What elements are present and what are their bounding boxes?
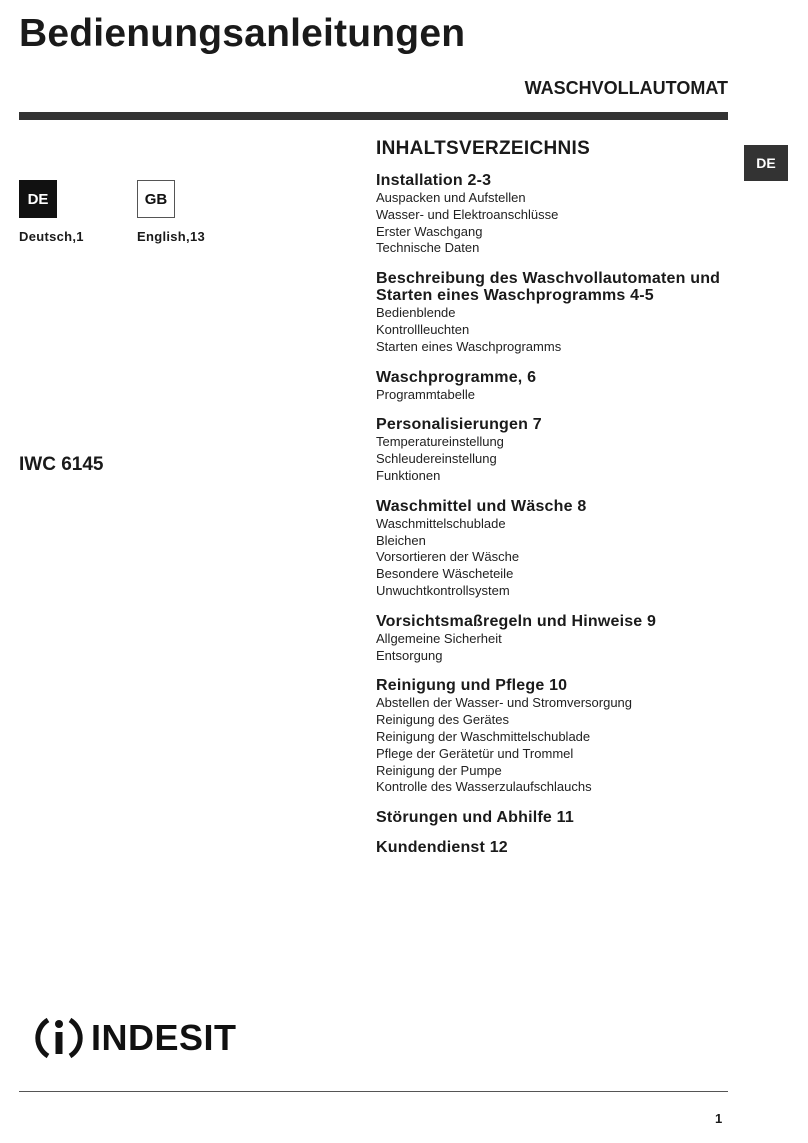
toc-section-title[interactable]: Beschreibung des Waschvollautomaten und Starten eines Waschprogramms 4-5 [376, 270, 721, 305]
language-link-gb[interactable]: English,13 [137, 229, 206, 244]
header-divider [19, 112, 728, 120]
toc-section-item[interactable]: Erster Waschgang [376, 223, 483, 239]
toc-section-title[interactable]: Waschmittel und Wäsche 8 [376, 497, 587, 515]
toc-section [376, 369, 726, 404]
toc-section [376, 677, 726, 796]
toc-section [376, 839, 726, 856]
toc-section [376, 613, 726, 665]
toc-section-item[interactable]: Reinigung der Waschmittelschublade [376, 728, 591, 744]
footer-divider [19, 1091, 728, 1092]
toc-heading: INHALTSVERZEICHNIS [376, 138, 591, 159]
toc-section-item[interactable]: Temperatureinstellung [376, 434, 504, 450]
toc-section [376, 416, 726, 484]
toc-section-item[interactable]: Allgemeine Sicherheit [376, 630, 502, 646]
model-number: IWC 6145 [19, 454, 104, 475]
toc-section-item[interactable]: Kontrollleuchten [376, 321, 470, 337]
toc-section-title[interactable]: Störungen und Abhilfe 11 [376, 809, 574, 827]
language-side-tab[interactable] [744, 145, 788, 181]
toc-section-item[interactable]: Pflege der Gerätetür und Trommel [376, 745, 574, 761]
toc-section-item[interactable]: Abstellen der Wasser- und Stromversorgung [376, 695, 633, 711]
logo-wordmark: INDESIT [91, 1017, 237, 1058]
toc-section [376, 809, 726, 826]
toc-section-item[interactable]: Funktionen [376, 467, 441, 483]
table-of-contents [376, 138, 726, 869]
toc-section-item[interactable]: Vorsortieren der Wäsche [376, 549, 520, 565]
language-code-gb[interactable]: GB [137, 180, 175, 218]
side-tab-label: DE [756, 155, 776, 171]
toc-section-item[interactable]: Bleichen [376, 532, 426, 548]
toc-section-title[interactable]: Kundendienst 12 [376, 839, 508, 857]
toc-section-item[interactable]: Schleudereinstellung [376, 451, 497, 467]
page-number: 1 [715, 1111, 723, 1126]
toc-section-item[interactable]: Waschmittelschublade [376, 515, 506, 531]
toc-section-item[interactable]: Reinigung des Gerätes [376, 712, 509, 728]
language-code-de[interactable]: DE [19, 180, 57, 218]
toc-section-item[interactable]: Auspacken und Aufstellen [376, 190, 526, 205]
language-gb[interactable] [137, 180, 205, 244]
toc-section [376, 270, 726, 355]
toc-section-item[interactable]: Technische Daten [376, 240, 480, 256]
language-de[interactable] [19, 180, 84, 244]
toc-section-title[interactable]: Personalisierungen 7 [376, 416, 542, 434]
toc-section-item[interactable]: Programmtabelle [376, 386, 475, 402]
toc-section [376, 498, 726, 600]
language-link-de[interactable]: Deutsch,1 [19, 229, 84, 244]
toc-section-item[interactable]: Reinigung der Pumpe [376, 762, 502, 778]
toc-section-item[interactable]: Unwuchtkontrollsystem [376, 582, 510, 598]
toc-section-item[interactable]: Starten eines Waschprogramms [376, 338, 562, 354]
brand-logo [33, 1012, 237, 1064]
toc-section-item[interactable]: Bedienblende [376, 305, 456, 321]
toc-section [376, 172, 726, 257]
toc-sections [376, 172, 726, 856]
toc-section-item[interactable]: Besondere Wäscheteile [376, 566, 514, 582]
toc-section-title[interactable]: Reinigung und Pflege 10 [376, 677, 568, 695]
toc-section-title[interactable]: Vorsichtsmaßregeln und Hinweise 9 [376, 612, 657, 630]
toc-section-title[interactable]: Installation 2-3 [376, 172, 492, 189]
page-subtitle: WASCHVOLLAUTOMAT [524, 78, 728, 98]
toc-section-item[interactable]: Entsorgung [376, 647, 443, 663]
page-title: Bedienungsanleitungen [19, 12, 466, 55]
toc-section-item[interactable]: Kontrolle des Wasserzulaufschlauchs [376, 779, 592, 795]
indesit-logo-icon [33, 1012, 85, 1064]
toc-section-title[interactable]: Waschprogramme, 6 [376, 368, 537, 386]
toc-section-item[interactable]: Wasser- und Elektroanschlüsse [376, 206, 559, 222]
